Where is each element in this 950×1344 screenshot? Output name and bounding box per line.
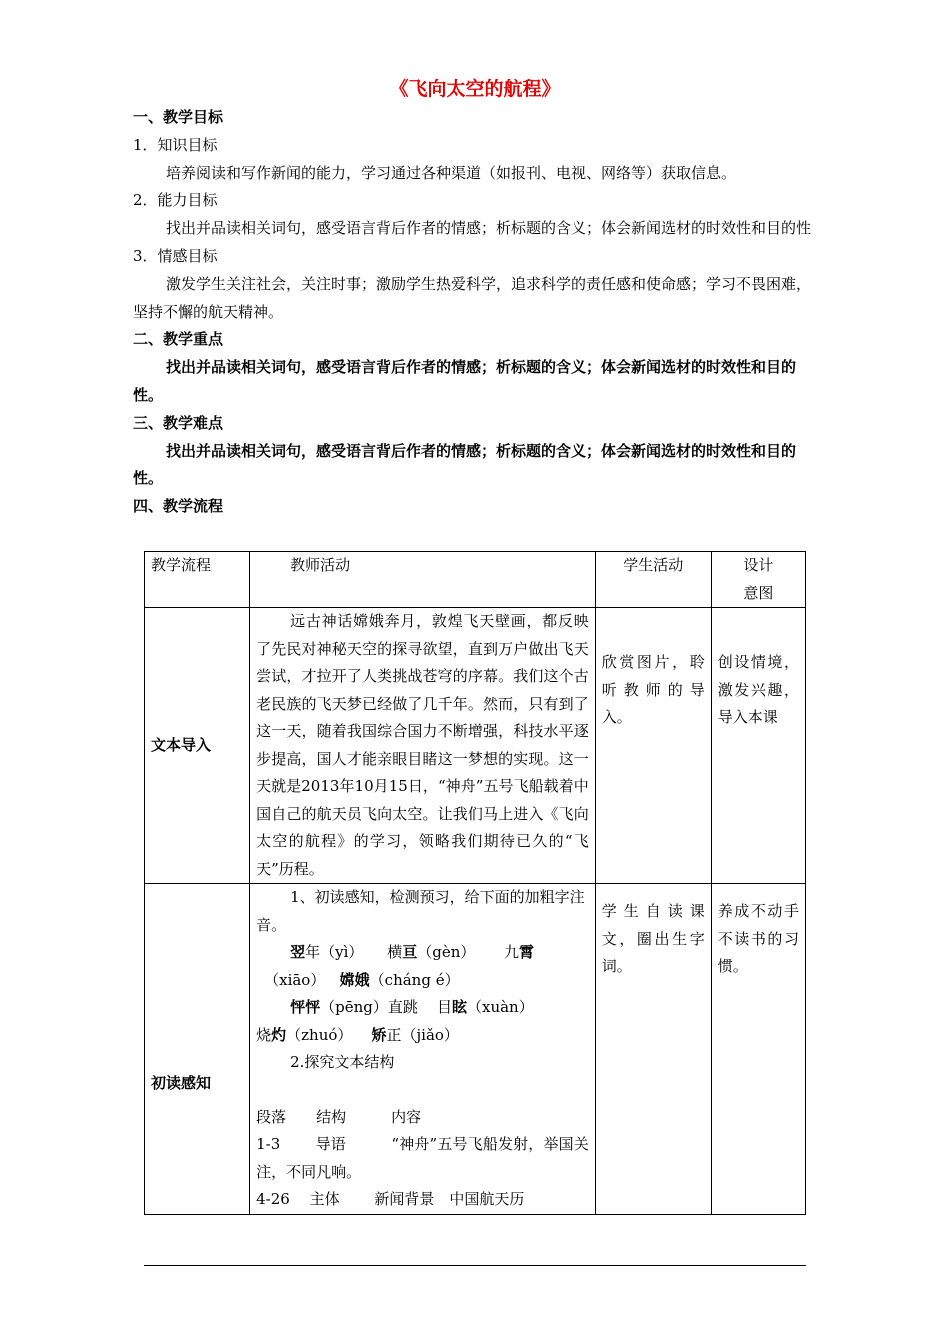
word-2-pre: 横	[387, 943, 403, 961]
ability-heading: 2．能力目标	[133, 191, 218, 210]
document-title: 《飞向太空的航程》	[389, 78, 561, 100]
word-5-bold: 怦怦	[290, 998, 321, 1016]
header-teacher: 教师活动	[250, 552, 596, 608]
stage-intro: 文本导入	[145, 608, 250, 884]
word-8-bold: 矫	[371, 1025, 387, 1044]
word-8-rest: 正（jiǎo）	[386, 1025, 459, 1044]
header-design	[711, 552, 805, 608]
ability-text: 找出并品读相关词句，感受语言背后作者的情感；析标题的含义；体会新闻选材的时效性和目的性	[166, 219, 812, 238]
table-row-intro	[145, 608, 806, 884]
word-2-rest: （gèn）	[417, 943, 476, 961]
pinyin-line-3	[256, 994, 589, 1022]
focus-heading: 二、教学重点	[133, 330, 224, 349]
word-4-rest: （cháng é）	[369, 970, 460, 989]
teacher-activity-reading	[250, 884, 596, 1215]
word-7-pre: 烧	[256, 1025, 272, 1044]
process-heading: 四、教学流程	[133, 497, 224, 516]
pinyin-line-4	[256, 1022, 589, 1050]
teacher-activity-intro: 远古神话嫦娥奔月，敦煌飞天壁画，都反映了先民对神秘天空的探寻欲望，直到万户做出飞天尝试，才拉开了人类挑战苍穹的序幕。我们这个古老民族的飞天梦已经做了几千年。然而，只有到了这一天，随着我国综合国力不断增强，科技水平逐步提高，国人才能亲眼目睹这一梦想的实现。这一天就是2013年10月15日，“神舟”五号飞船载着中国自己的航天员飞向太空。让我们马上进入《飞向太空的航程》的学习，领略我们期待已久的“飞天”历程。	[250, 608, 596, 884]
header-design-line1: 设计	[743, 556, 774, 574]
student-activity-reading: 学生自读课文，圈出生字词。	[595, 884, 711, 1215]
word-3-rest: （xiāo）	[264, 970, 326, 989]
stage-reading: 初读感知	[145, 884, 250, 1215]
student-activity-intro: 欣赏图片，聆听教师的导入。	[595, 608, 711, 884]
structure-header: 段落 结构 内容	[256, 1107, 422, 1126]
design-intent-reading: 养成不动手不读书的习惯。	[711, 884, 805, 1215]
pinyin-line-2	[256, 967, 589, 995]
document-body	[133, 104, 821, 521]
header-design-line2: 意图	[743, 583, 774, 602]
pinyin-line-1	[256, 939, 589, 967]
word-6-pre: 目	[436, 998, 452, 1016]
structure-row-1: 1-3 导语 “神舟”五号飞船发射，举国关注，不同凡响。	[256, 1135, 589, 1181]
knowledge-heading: 1．知识目标	[133, 135, 218, 154]
process-table	[144, 551, 806, 1215]
structure-step: 2.探究文本结构	[290, 1053, 395, 1071]
word-6-rest: （xuàn）	[466, 998, 534, 1016]
objectives-heading: 一、教学目标	[133, 108, 224, 126]
word-7-bold: 灼	[271, 1025, 287, 1044]
header-flow: 教学流程	[145, 552, 250, 608]
word-1-bold: 翌	[290, 943, 306, 961]
difficulty-heading: 三、教学难点	[133, 413, 224, 432]
word-4-bold: 嫦娥	[339, 970, 370, 989]
word-6-bold: 眩	[451, 998, 467, 1016]
table-row-reading	[145, 884, 806, 1215]
emotion-text: 激发学生关注社会，关注时事；激励学生热爱科学，追求科学的责任感和使命感；学习不畏困难，坚持不懈的航天精神。	[133, 274, 812, 321]
structure-row-2: 4-26 主体 新闻背景 中国航天历	[256, 1190, 525, 1208]
knowledge-text: 培养阅读和写作新闻的能力，学习通过各种渠道（如报刊、电视、网络等）获取信息。	[166, 163, 737, 182]
blank-line	[256, 1077, 589, 1104]
word-3-bold: 霄	[519, 943, 535, 961]
word-7-rest: （zhuó）	[286, 1025, 353, 1044]
word-1-rest: 年（yì）	[305, 943, 364, 961]
focus-text: 找出并品读相关词句，感受语言背后作者的情感；析标题的含义；体会新闻选材的时效性和目的性。	[133, 358, 797, 404]
word-3-pre: 九	[504, 943, 520, 961]
reading-intro: 1、初读感知，检测预习，给下面的加粗字注音。	[256, 888, 585, 934]
table-bottom-border	[144, 1265, 806, 1266]
emotion-heading: 3．情感目标	[133, 246, 218, 265]
word-5-rest: （pēng）直跳	[320, 998, 418, 1016]
table-header-row	[145, 552, 806, 608]
header-student: 学生活动	[595, 552, 711, 608]
difficulty-text: 找出并品读相关词句，感受语言背后作者的情感；析标题的含义；体会新闻选材的时效性和目的性。	[133, 441, 797, 488]
design-intent-intro: 创设情境，激发兴趣，导入本课	[711, 608, 805, 884]
word-2-bold: 亘	[402, 943, 418, 961]
